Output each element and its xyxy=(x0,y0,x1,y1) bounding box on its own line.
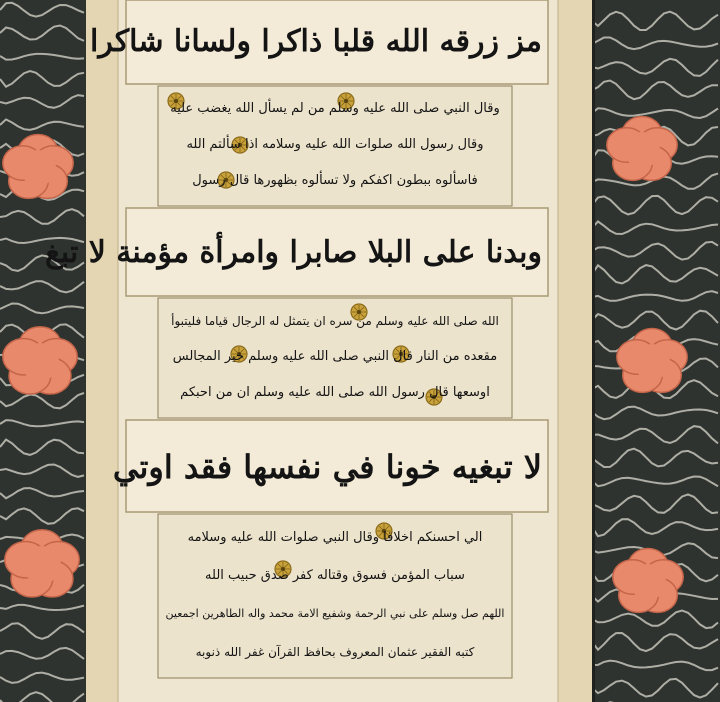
panel-1-line-2: وقال رسول الله صلوات الله عليه وسلامه اذا سألتم الله xyxy=(186,137,484,152)
panel-2-line-1: الله صلى الله عليه وسلم من سره ان يتمثل له الرجال قياما فليتبوأ xyxy=(171,314,499,328)
panel-3-line-2: سباب المؤمن فسوق وقتاله كفر صدق حبيب الله xyxy=(205,568,465,583)
calligraphy-line-2: وبدنا على البلا صابرا وامرأة مؤمنة لا تبغ xyxy=(44,235,542,270)
panel-1-line-3: فاسألوه ببطون اكفكم ولا تسألوه بظهورها قال رسول xyxy=(192,173,478,188)
panel-3-line-1: الي احسنكم اخلاقا وقال النبي صلوات الله عليه وسلامه xyxy=(187,530,483,545)
calligraphy-line-3: لا تبغيه خونا في نفسها فقد اوتي xyxy=(112,448,542,486)
panel-2-line-2: مقعده من النار قال النبي صلى الله عليه وسلم خير المجالس xyxy=(172,349,498,364)
panel-2-line-3: اوسعها قال رسول الله صلى الله عليه وسلم ان من احبكم xyxy=(180,385,490,400)
panel-3-line-3: اللهم صل وسلم على نبي الرحمة وشفيع الامة محمد واله الطاهرين اجمعين xyxy=(165,607,505,620)
panel-3-line-4: كتبه الفقير عثمان المعروف بحافظ القرآن غفر الله ذنوبه xyxy=(195,645,475,659)
calligraphy-line-1: مز زرقه الله قلبا ذاكرا ولسانا شاكرا xyxy=(90,24,542,59)
panel-1-line-1: وقال النبي صلى الله عليه وسلم من لم يسأل الله يغضب عليه xyxy=(170,101,500,116)
